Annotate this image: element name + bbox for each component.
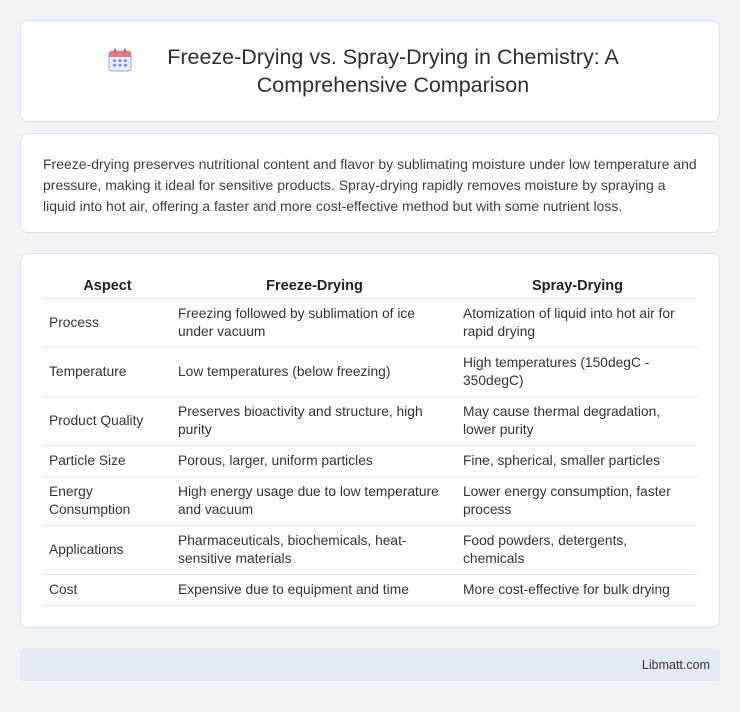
page-title: Freeze-Drying vs. Spray-Drying in Chemistry: A Comprehensive Comparison xyxy=(167,45,619,97)
row-aspect: Particle Size xyxy=(43,445,172,476)
comparison-table xyxy=(43,274,698,606)
row-aspect: Applications xyxy=(43,525,172,574)
row-freeze-drying: Pharmaceuticals, biochemicals, heat-sensitive materials xyxy=(172,525,457,574)
row-freeze-drying: Expensive due to equipment and time xyxy=(172,574,457,605)
table-row xyxy=(43,525,698,574)
header-aspect: Aspect xyxy=(43,274,172,298)
footer xyxy=(20,648,720,681)
table-row xyxy=(43,574,698,605)
row-spray-drying: Atomization of liquid into hot air for rapid drying xyxy=(457,298,698,347)
row-aspect: Process xyxy=(43,298,172,347)
row-spray-drying: May cause thermal degradation, lower purity xyxy=(457,396,698,445)
row-freeze-drying: Preserves bioactivity and structure, high purity xyxy=(172,396,457,445)
row-aspect: Temperature xyxy=(43,347,172,396)
intro-card xyxy=(20,133,720,233)
row-spray-drying: Food powders, detergents, chemicals xyxy=(457,525,698,574)
footer-brand-link[interactable]: Libmatt.com xyxy=(641,657,710,672)
row-aspect: Cost xyxy=(43,574,172,605)
row-aspect: Product Quality xyxy=(43,396,172,445)
row-spray-drying: Fine, spherical, smaller particles xyxy=(457,445,698,476)
intro-text: Freeze-drying preserves nutritional content and flavor by sublimating moisture under low temperature and pressure, making it ideal for sensitive products. Spray-drying rapidly removes moisture by spraying a liquid into hot air, offering a faster and more cost-effective method but with some nutrient loss. xyxy=(43,156,697,214)
row-freeze-drying: Porous, larger, uniform particles xyxy=(172,445,457,476)
header-spray-drying: Spray-Drying xyxy=(457,274,698,298)
header-card xyxy=(20,20,720,122)
row-freeze-drying: Freezing followed by sublimation of ice under vacuum xyxy=(172,298,457,347)
row-spray-drying: Lower energy consumption, faster process xyxy=(457,476,698,525)
table-row xyxy=(43,298,698,347)
table-row xyxy=(43,396,698,445)
row-aspect: Energy Consumption xyxy=(43,476,172,525)
calendar-icon xyxy=(107,47,133,73)
table-row xyxy=(43,476,698,525)
comparison-card xyxy=(20,253,720,628)
table-row xyxy=(43,445,698,476)
header-freeze-drying: Freeze-Drying xyxy=(172,274,457,298)
table-header-row xyxy=(43,274,698,298)
row-spray-drying: High temperatures (150degC - 350degC) xyxy=(457,347,698,396)
row-spray-drying: More cost-effective for bulk drying xyxy=(457,574,698,605)
table-row xyxy=(43,347,698,396)
row-freeze-drying: Low temperatures (below freezing) xyxy=(172,347,457,396)
title-wrap xyxy=(107,43,633,99)
row-freeze-drying: High energy usage due to low temperature and vacuum xyxy=(172,476,457,525)
